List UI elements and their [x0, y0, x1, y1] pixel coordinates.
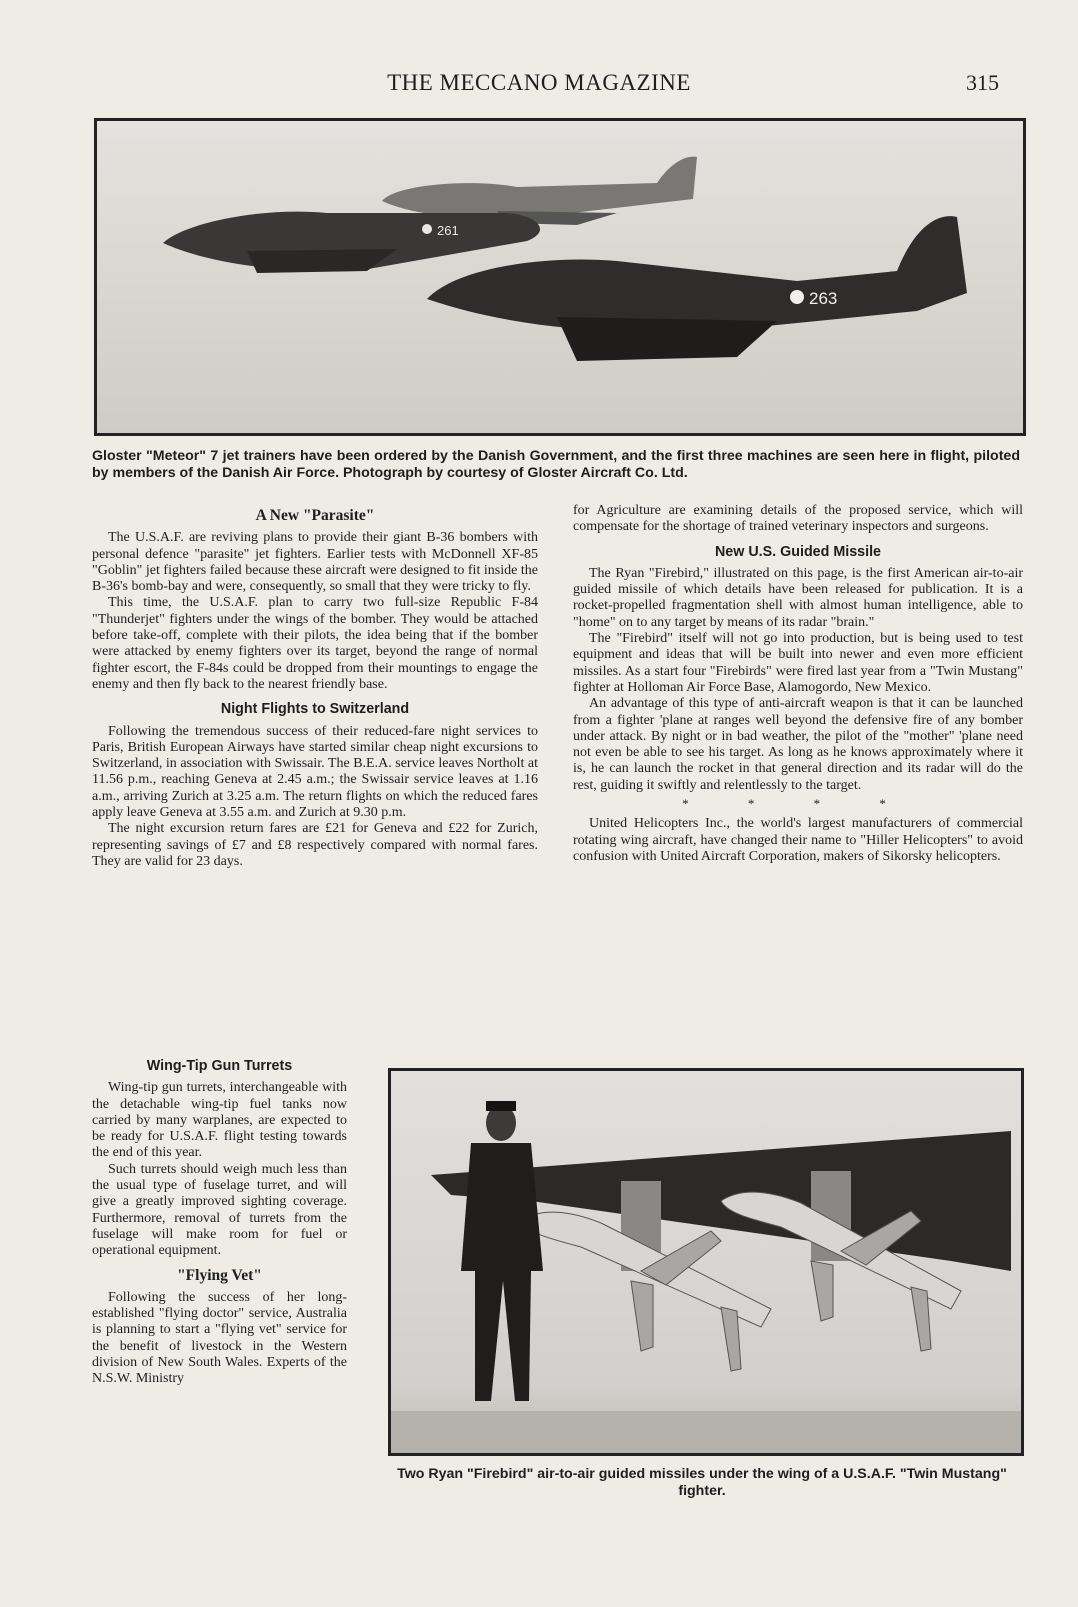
marking-261: 261: [437, 223, 459, 238]
magazine-title: THE MECCANO MAGAZINE: [387, 70, 691, 95]
parasite-paragraph-1: The U.S.A.F. are reviving plans to provide their giant B-36 bombers with personal defence "parasite" jet fighters. Earlier tests with McDonnell XF-85 "Goblin" jet fighters failed because these aircraft were designed to fit inside the B-36's bomb-bay and were, consequently, so small that they were tricky to fly.: [92, 530, 538, 595]
right-column: [573, 503, 1023, 865]
left-column: [92, 508, 538, 870]
left-narrow-column: [92, 1058, 347, 1388]
marking-263: 263: [809, 289, 838, 308]
firebird-missiles-photo: [388, 1068, 1024, 1456]
heading-parasite: A New "Parasite": [255, 507, 375, 524]
missile-paragraph-1: The Ryan "Firebird," illustrated on this page, is the first American air-to-air guided missile of which details have been released for publication. It is a rocket-propelled fragmentation shell with almost human intelligence, able to "home" on to any target by means of its radar "brain.": [573, 565, 1023, 630]
helicopters-paragraph: United Helicopters Inc., the world's largest manufacturers of commercial rotating wing aircraft, have changed their name to "Hiller Helicopters" to avoid confusion with United Aircraft Corporation, makers of Sikorsky helicopters.: [573, 816, 1023, 864]
bottom-photo-caption: Two Ryan "Firebird" air-to-air guided missiles under the wing of a U.S.A.F. "Twin Mustang" fighter.: [397, 1466, 1007, 1499]
parasite-paragraph-2: This time, the U.S.A.F. plan to carry two full-size Republic F-84 "Thunderjet" fighters under the wings of the bomber. They would be attached before take-off, complete with their pilots, the idea being that if the bomber were attacked by enemy fighters over its target, beyond the range of normal fighter escort, the F-84s could be dropped from their mountings to engage the enemy and then fly back to the nearest friendly base.: [92, 595, 538, 692]
wing-tip-paragraph-2: Such turrets should weigh much less than the usual type of fuselage turret, and will give a greatly improved sighting coverage. Furthermore, removal of turrets from the fuselage will make room for fuel or operational equipment.: [92, 1161, 347, 1259]
page-number: 315: [966, 70, 999, 95]
missile-paragraph-3: An advantage of this type of anti-aircraft weapon is that it can be launched from a fighter 'plane at ranges well beyond the defensive fire of any bomber under attack. By night or in bad weather, the pilot of the "mother" 'plane need not even be able to see his target. As long as he knows approximately where it is, he can launch the rocket in that general direction and its radar will do the rest, guiding it swiftly and relentlessly to the target.: [573, 696, 1023, 793]
meteor-jets-photo: [94, 118, 1026, 436]
section-separator: * * * *: [682, 796, 914, 812]
night-flights-paragraph-1: Following the tremendous success of their reduced-fare night services to Paris, British European Airways have started similar cheap night excursions to Switzerland, in association with Swissair. The B.E.A. service leaves Northolt at 11.56 p.m., reaching Geneva at 2.45 a.m.; the Swissair service leaves at 1.16 a.m., arriving Zurich at 3.25 a.m. The return flights on which the reduced fares apply leave Geneva at 3.55 a.m. and Zurich at 9.30 p.m.: [92, 723, 538, 821]
wing-tip-paragraph-1: Wing-tip gun turrets, interchangeable with the detachable wing-tip fuel tanks now carried by many warplanes, are expected to be ready for U.S.A.F. flight testing towards the end of this year.: [92, 1080, 347, 1161]
agriculture-continuation: for Agriculture are examining details of the proposed service, which will compensate for the shortage of trained veterinary inspectors and surgeons.: [573, 503, 1023, 535]
flying-vet-paragraph-1: Following the success of her long-established "flying doctor" service, Australia is planning to start a "flying vet" service for the benefit of livestock in the Western division of New South Wales. Experts of the N.S.W. Ministry: [92, 1289, 347, 1387]
heading-wing-tip: Wing-Tip Gun Turrets: [146, 1058, 293, 1074]
missile-paragraph-2: The "Firebird" itself will not go into production, but is being used to test equipment and ideas that will be built into newer and even more efficient missiles. As a start four "Firebirds" were fired last year from a "Twin Mustang" fighter at Holloman Air Force Base, Alamogordo, New Mexico.: [573, 631, 1023, 695]
top-photo-caption: Gloster "Meteor" 7 jet trainers have been ordered by the Danish Government, and the first three machines are seen here in flight, piloted by members of the Danish Air Force. Photograph by courtesy of Gloster Aircraft Co. Ltd.: [92, 448, 1020, 481]
night-flights-paragraph-2: The night excursion return fares are £21 for Geneva and £22 for Zurich, representing savings of £7 and £8 respectively compared with normal fares. They are valid for 23 days.: [92, 821, 538, 869]
heading-night-flights: Night Flights to Switzerland: [220, 701, 410, 718]
heading-flying-vet: "Flying Vet": [177, 1266, 262, 1284]
heading-guided-missile: New U.S. Guided Missile: [714, 543, 882, 560]
